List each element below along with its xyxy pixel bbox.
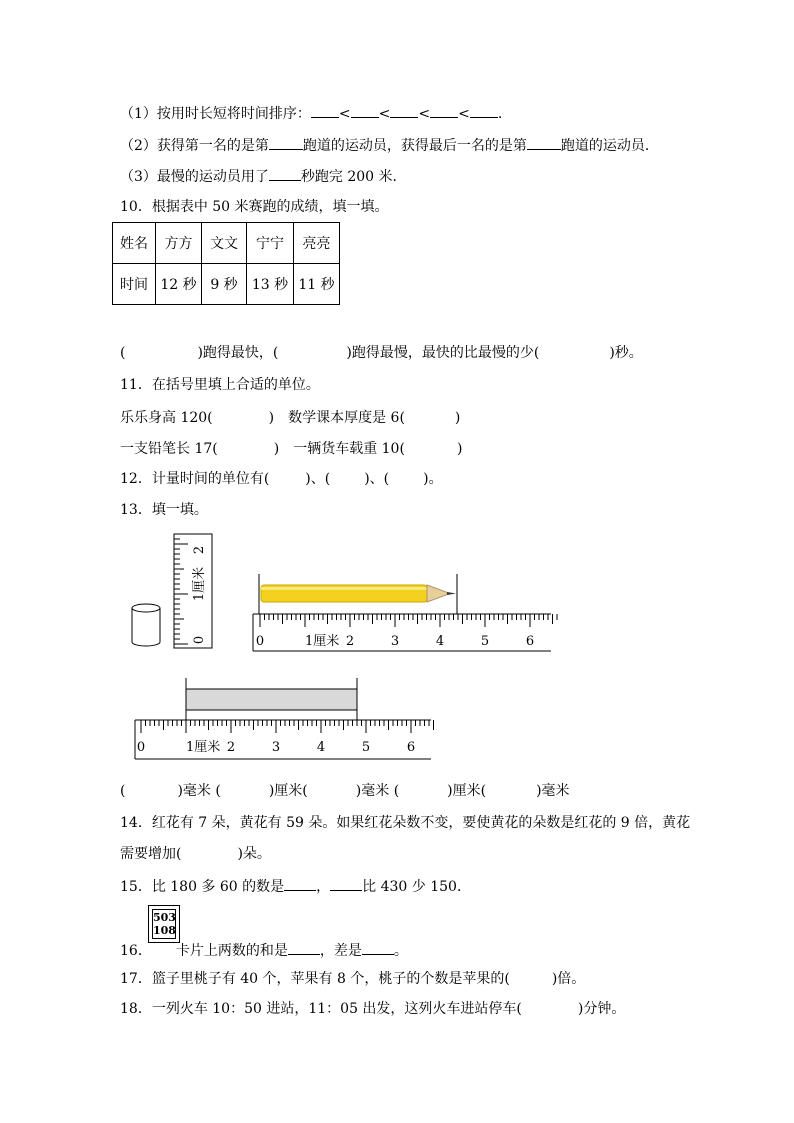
bar-ruler-figure [132,676,434,762]
q9-sub1: （1）按用时长短将时间排序： < < < < . [120,103,502,123]
q11-title: 11．在括号里填上合适的单位。 [120,377,320,393]
q16: 16． 卡片上两数的和是 ，差是 。 [120,940,408,960]
table-cell: 姓名 [113,223,156,264]
card-bottom-number: 108 [153,924,176,937]
ruler-label-2: 2 [192,545,207,555]
answer-blank[interactable] [362,940,394,955]
ruler-label: 5 [480,634,490,649]
card-top-number: 503 [153,911,176,924]
answer-blank[interactable] [269,166,301,181]
q13-fill: ( )毫米 ( )厘米( )毫米 ( )厘米( )毫米 [120,783,570,799]
ruler-label: 2 [345,634,355,649]
answer-blank[interactable] [351,103,379,118]
pencil-icon [261,585,456,602]
pencil-ruler-figure [250,570,554,654]
ruler-label: 6 [406,740,416,755]
ruler-label-1cm: 1厘米 [192,566,207,602]
ruler-label: 4 [316,740,326,755]
answer-blank[interactable] [470,103,498,118]
answer-blank[interactable] [330,876,362,891]
table-cell: 9 秒 [202,264,247,305]
q9-sub2: （2）获得第一名的是第 跑道的运动员，获得最后一名的是第 跑道的运动员． [120,135,659,155]
table-cell: 13 秒 [247,264,294,305]
q12: 12．计量时间的单位有( )、( )、( )。 [120,471,443,487]
ruler-label: 3 [271,740,281,755]
score-table [112,222,340,305]
table-cell: 时间 [113,264,156,305]
number-card-icon [148,905,180,943]
ruler-label: 2 [226,740,236,755]
answer-blank[interactable] [269,135,303,150]
table-cell: 亮亮 [294,223,340,264]
table-cell: 方方 [156,223,202,264]
answer-blank[interactable] [527,135,561,150]
table-cell: 12 秒 [156,264,202,305]
table-cell: 宁宁 [247,223,294,264]
q15: 15．比 180 多 60 的数是 ， 比 430 少 150． [120,876,471,896]
ruler-label-0: 0 [192,635,207,645]
answer-blank[interactable] [284,876,316,891]
q14-line1: 14．红花有 7 朵，黄花有 59 朵。如果红花朵数不变，要使黄花的朵数是红花的 9 倍，黄花 [120,815,691,831]
cup-icon [132,604,160,646]
ruler-label: 1厘米 [186,740,221,755]
ruler-label: 1厘米 [305,634,340,649]
table-cell: 11 秒 [294,264,340,305]
q10-title: 10．根据表中 50 米赛跑的成绩，填一填。 [120,199,389,215]
table-cell: 文文 [202,223,247,264]
q11-row-b: 一支铅笔长 17( ) 一辆货车载重 10( ) [120,441,463,457]
answer-blank[interactable] [288,940,320,955]
ruler-label: 4 [435,634,445,649]
q18: 18．一列火车 10：50 进站，11：05 出发，这列火车进站停车( )分钟。 [120,1001,626,1017]
answer-blank[interactable] [311,103,339,118]
ruler-label: 5 [361,740,371,755]
ruler-label: 0 [136,740,146,755]
vertical-ruler-figure [128,532,218,652]
ruler-label: 3 [390,634,400,649]
table-row [113,264,340,305]
ruler-label: 0 [255,634,265,649]
q17: 17．篮子里桃子有 40 个，苹果有 8 个，桃子的个数是苹果的( )倍。 [120,971,586,987]
table-row [113,223,340,264]
q11-row-a: 乐乐身高 120( ) 数学课本厚度是 6( ) [120,410,461,426]
answer-blank[interactable] [390,103,418,118]
q14-line2: 需要增加( )朵。 [120,846,271,862]
q10-fill: ( )跑得最快，( )跑得最慢，最快的比最慢的少( )秒。 [120,345,643,361]
answer-blank[interactable] [430,103,458,118]
ruler-label: 6 [525,634,535,649]
grey-bar [186,689,357,710]
q13-title: 13．填一填。 [120,502,208,518]
q9-sub3: （3）最慢的运动员用了 秒跑完 200 米． [120,166,407,186]
